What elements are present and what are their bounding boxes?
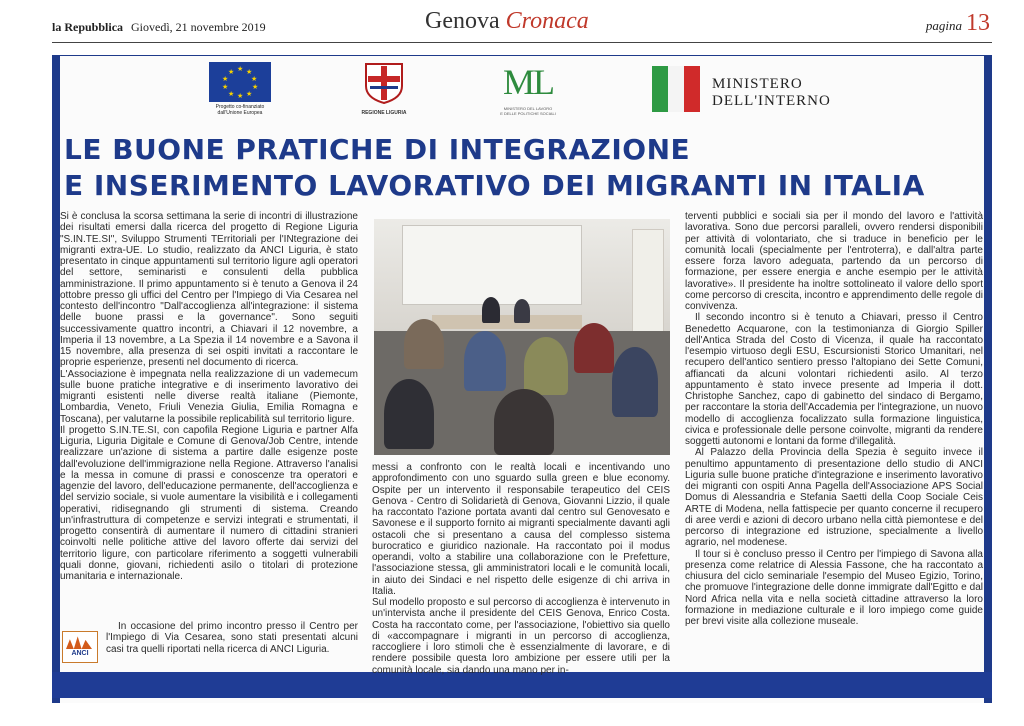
ml-caption-line2: E DELLE POLITICHE SOCIALI: [500, 111, 556, 116]
ml-caption-line1: MINISTERO DEL LAVORO: [503, 106, 553, 111]
eu-flag-icon: ★ ★ ★ ★ ★ ★ ★ ★ ★ ★: [209, 62, 271, 102]
ml-letters: ML: [503, 62, 553, 102]
regione-liguria-logo: [360, 62, 408, 116]
section-city: Genova: [425, 8, 500, 34]
photo-speaker: [514, 299, 530, 323]
ministero-interno-text: [712, 76, 831, 110]
anci-mark-icon: [66, 635, 92, 649]
liguria-shield-icon: [364, 62, 404, 104]
article-column-3: [685, 211, 983, 627]
photo-attendee: [404, 319, 444, 369]
frame-bottom-band: [52, 672, 992, 698]
paragraph: In occasione del primo incontro presso il Centro per l'Impiego di Via Cesarea, sono stati presentati alcuni casi tra quelli riportati nella ricerca di ANCI Liguria.: [106, 621, 358, 655]
eu-caption-line2: dall'Unione Europea: [217, 110, 263, 116]
paragraph: Al Palazzo della Provincia della Spezia è seguito invece il penultimo appuntamento di presentazione dello studio di ANCI Liguria sulle buone pratiche d'integrazione e inserimento lavorativo dei migranti con ospiti Anna Pagella dell'Associazione APS Social Domus di Alessandria e Stefania Saetti della Coop Sociale Ceis ARTE di Modena, nella fattispecie per quanto concerne il recupero di aree verdi e azioni di decoro urbano nella città piemontese e del percorso di integrazione ed istruzione, specialmente a livello agrario, nel modenese.: [685, 447, 983, 549]
photo-attendee: [494, 389, 554, 455]
page-label: pagina: [925, 18, 962, 33]
paragraph: messi a confronto con le realtà locali e incentivando uno approfondimento con uno sguardo sulla green e blue economy. Ospite per un intervento il responsabile terapeutico del CEIS Genova - Centro di Solidarietà di Genova, Giovanni Lizzio, il quale ha raccontato l'azione portata avanti dal centro sul Genovesato e Savonese e il supporto fornito ai migranti specialmente davanti agli ostacoli che si presentano a causa del complesso sistema burocratico e giuridico nazionale. Ha raccontato poi il modus operandi, volto a stabilire una collaborazione con le Prefetture, l'associazione stessa, gli amministratori locali e le comunità locali, in aiuto dei Sindaci e nel rispetto delle esigenze di chi arriva in Italia.: [372, 462, 670, 597]
page-number: 13: [966, 10, 990, 36]
headline-line2: E INSERIMENTO LAVORATIVO DEI MIGRANTI IN ITALIA: [64, 169, 925, 202]
event-photo: [374, 219, 670, 455]
ml-caption: [494, 106, 562, 116]
headline-line1: LE BUONE PRATICHE DI INTEGRAZIONE: [64, 133, 691, 166]
article-column-1-tail: [106, 621, 358, 655]
article-column-2: [372, 462, 670, 676]
photo-attendee: [384, 379, 434, 449]
ministero-line1: MINISTERO: [712, 76, 803, 92]
newspaper-name: la Repubblica: [52, 20, 124, 34]
section-title: [425, 8, 589, 35]
anci-text: ANCI: [71, 650, 89, 657]
masthead: [0, 0, 1024, 44]
page-indicator: [926, 10, 990, 37]
section-name: Cronaca: [505, 8, 589, 34]
photo-attendee: [524, 337, 568, 395]
article-headline: [64, 132, 984, 204]
ministero-lavoro-logo: [494, 62, 562, 116]
paragraph: L'Associazione è impegnata nella realizzazione di un vademecum sulle buone pratiche integrative e di inserimento lavorativo dei migranti esistenti nelle diverse realtà italiane (Piemonte, Lombardia, Veneto, Friuli Venezia Giulia, Emilia Romagna e Toscana), per valutarne la possibile replicabilità sul territorio ligure.: [60, 368, 358, 425]
eu-caption-line1: Progetto co-finanziato: [215, 104, 265, 110]
photo-attendee: [574, 323, 614, 373]
issue-date: Giovedì, 21 novembre 2019: [131, 20, 266, 34]
liguria-caption: REGIONE LIGURIA: [361, 110, 407, 116]
paragraph: Sul modello proposto e sul percorso di accoglienza è intervenuto in un'intervista anche il presidente del CEIS Genova, Enrico Costa. Costa ha raccontato come, per l'associazione, l'obiettivo sia quello di «accompagnare i migranti in un percorso di accoglienza, raccogliere i loro stimoli che è essenzialmente di lavorare, e di rendere possibile questa loro ambizione per essere utili per la comunità locale, sia dando una mano per in-: [372, 597, 670, 676]
eu-caption: [208, 104, 272, 116]
masthead-left: [52, 20, 266, 35]
ml-monogram: [494, 62, 562, 102]
eu-logo: [208, 62, 272, 116]
photo-projection-screen: [402, 225, 582, 305]
photo-speaker-table: [432, 315, 582, 329]
paragraph: Si è conclusa la scorsa settimana la serie di incontri di illustrazione dei risultati emersi dalla ricerca del progetto di Regione Liguria "S.IN.TE.SI", Sviluppo Strumenti TErritoriali per l'INtegrazione dei migranti extra-UE. Lo studio, realizzato da ANCI Liguria, è stato presentato in cinque appuntamenti sul territorio ligure agli operatori del settore, seminaristi e consulenti della pubblica amministrazione. Il primo appuntamento si è tenuto a Genova il 24 ottobre presso gli uffici del Centro per l'Impiego di Via Cesarea nel contesto dell'incontro "Dall'accoglienza all'integrazione: il sistema delle buone prassi e la governance". Sono seguiti successivamente quattro incontri, a Chiavari il 12 novembre, a Imperia il 13 novembre, a La Spezia il 14 novembre e a Savona il 15 novembre, alla presenza di sei ospiti invitati a raccontare le proprie esperienze, presenti nel documento di ricerca.: [60, 211, 358, 369]
photo-attendee: [612, 347, 658, 417]
photo-speaker: [482, 297, 500, 323]
paragraph: Il tour si è concluso presso il Centro per l'impiego di Savona alla presenza come relatrice di Alessia Fassone, che ha raccontato a chiusura del ciclo seminariale l'esempio del Museo Egizio, Torino, che promuove l'integrazione delle donne immigrate dall'Egitto e dal Nord Africa nella vita e nella società cittadine attraverso la loro formazione in mediazione culturale e il loro impiego come guide per brevi visite alla collezione museale.: [685, 548, 983, 627]
paragraph: terventi pubblici e sociali sia per il mondo del lavoro e l'attività lavorativa. Sono due percorsi paralleli, ovvero rendersi disponibili per attività di volontariato, che si traduce in beneficio per le comunità locali (specialmente per l'entroterra), e dall'altra parte essere forza lavoro adeguata, partendo da un percorso di formazione, per essere energia e anche esempio per le attività lavorative». Il presidente ha inoltre sottolineato il valore dello sport come percorso di crescita, incontro e apprendimento delle regole di convivenza.: [685, 211, 983, 312]
photo-attendee: [464, 331, 506, 391]
anci-liguria-logo: [62, 631, 98, 663]
article-column-1: [60, 211, 358, 582]
masthead-rule: [52, 42, 992, 43]
paragraph: Il progetto S.IN.TE.SI, con capofila Regione Liguria e partner Alfa Liguria, Liguria Digitale e Comune di Genova/Job Centre, intende realizzare un'azione di sistema a partire dalle esigenze poste dall'evoluzione dell'immigrazione nella Regione. Attraverso l'analisi e la messa in comune di prassi e conoscenze tra operatori e agenzie del lavoro, dell'educazione permanente, dell'accoglienza e del servizio sociale, si vuole aumentare la visibilità e i collegamenti operativi, ridisegnando gli strumenti di sistema. Creando un'infrastruttura di competenze e servizi integrati e strumentati, il progetto consentirà di aumentare il numero di cittadini stranieri coinvolti nelle politiche attive del lavoro offerte dai servizi del territorio ligure, con particolare riferimento a soggetti vulnerabili quali donne, giovani, richiedenti asilo o titolari di protezione umanitaria e internazionale.: [60, 424, 358, 582]
ministero-line2: DELL'INTERNO: [712, 93, 831, 109]
paragraph: Il secondo incontro si è tenuto a Chiavari, presso il Centro Benedetto Acquarone, con la testimonianza di Giorgio Spiller dell'Antica Strada del Costo di Vicenza, il quale ha raccontato l'esempio virtuoso degli ESU, Escursionisti Storico Umanitari, nel recupero dell'antico sentiero presso l'altopiano dei Sette Comuni, affiancati da alcuni volontari richiedenti asilo. Al terzo appuntamento è stato invece presente ad Imperia il dott. Christophe Sanchez, capo di gabinetto del sindaco di Bergamo, per raccontare la storia dell'Accademia per l'integrazione, un nuovo modello di accoglienza focalizzato sulla formazione linguistica, civica e professionale delle persone coinvolte, migranti da rendere soggetti autonomi e lontani da forme d'illegalità.: [685, 312, 983, 447]
italian-flag-icon: [652, 66, 700, 112]
